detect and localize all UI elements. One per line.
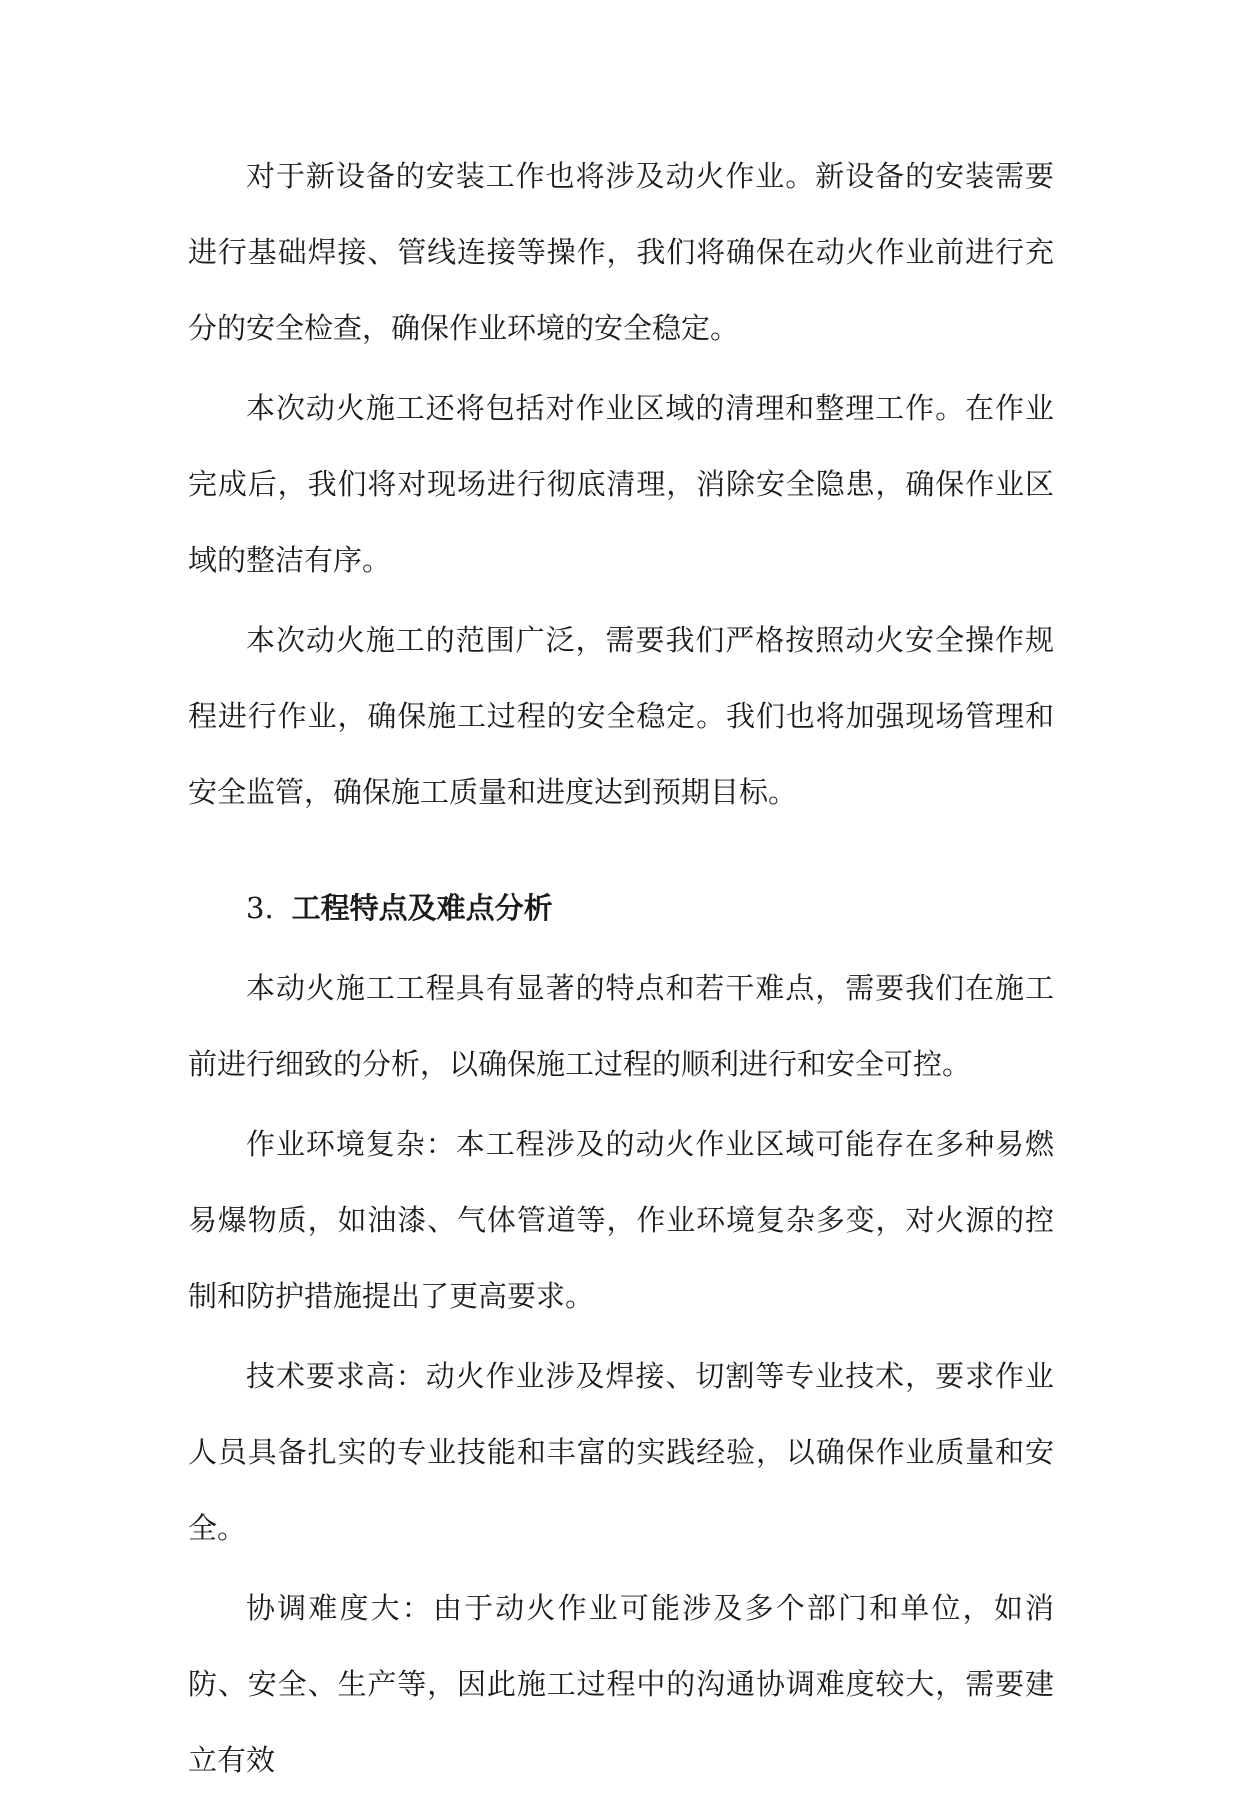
paragraph-overview: 本动火施工工程具有显著的特点和若干难点，需要我们在施工前进行细致的分析，以确保施工过程的顺利进行和安全可控。 bbox=[188, 971, 1054, 1081]
paragraph-coordination-difficulty: 协调难度大：由于动火作业可能涉及多个部门和单位，如消防、安全、生产等，因此施工过程中的沟通协调难度较大，需要建立有效 bbox=[188, 1591, 1054, 1777]
paragraph-site-cleanup: 本次动火施工还将包括对作业区域的清理和整理工作。在作业完成后，我们将对现场进行彻底清理，消除安全隐患，确保作业区域的整洁有序。 bbox=[188, 391, 1054, 577]
section-heading bbox=[188, 870, 1054, 946]
paragraph-scope-summary: 本次动火施工的范围广泛，需要我们严格按照动火安全操作规程进行作业，确保施工过程的安全稳定。我们也将加强现场管理和安全监管，确保施工质量和进度达到预期目标。 bbox=[188, 623, 1054, 809]
paragraph-complex-environment: 作业环境复杂：本工程涉及的动火作业区域可能存在多种易燃易爆物质，如油漆、气体管道等，作业环境复杂多变，对火源的控制和防护措施提出了更高要求。 bbox=[188, 1127, 1054, 1313]
document-body bbox=[188, 138, 1054, 1798]
paragraph-technical-requirements: 技术要求高：动火作业涉及焊接、切割等专业技术，要求作业人员具备扎实的专业技能和丰富的实践经验，以确保作业质量和安全。 bbox=[188, 1359, 1054, 1545]
section-title: 工程特点及难点分析 bbox=[291, 891, 553, 925]
paragraph-new-equipment: 对于新设备的安装工作也将涉及动火作业。新设备的安装需要进行基础焊接、管线连接等操作，我们将确保在动火作业前进行充分的安全检查，确保作业环境的安全稳定。 bbox=[188, 159, 1054, 345]
section-number: 3. bbox=[246, 891, 274, 925]
